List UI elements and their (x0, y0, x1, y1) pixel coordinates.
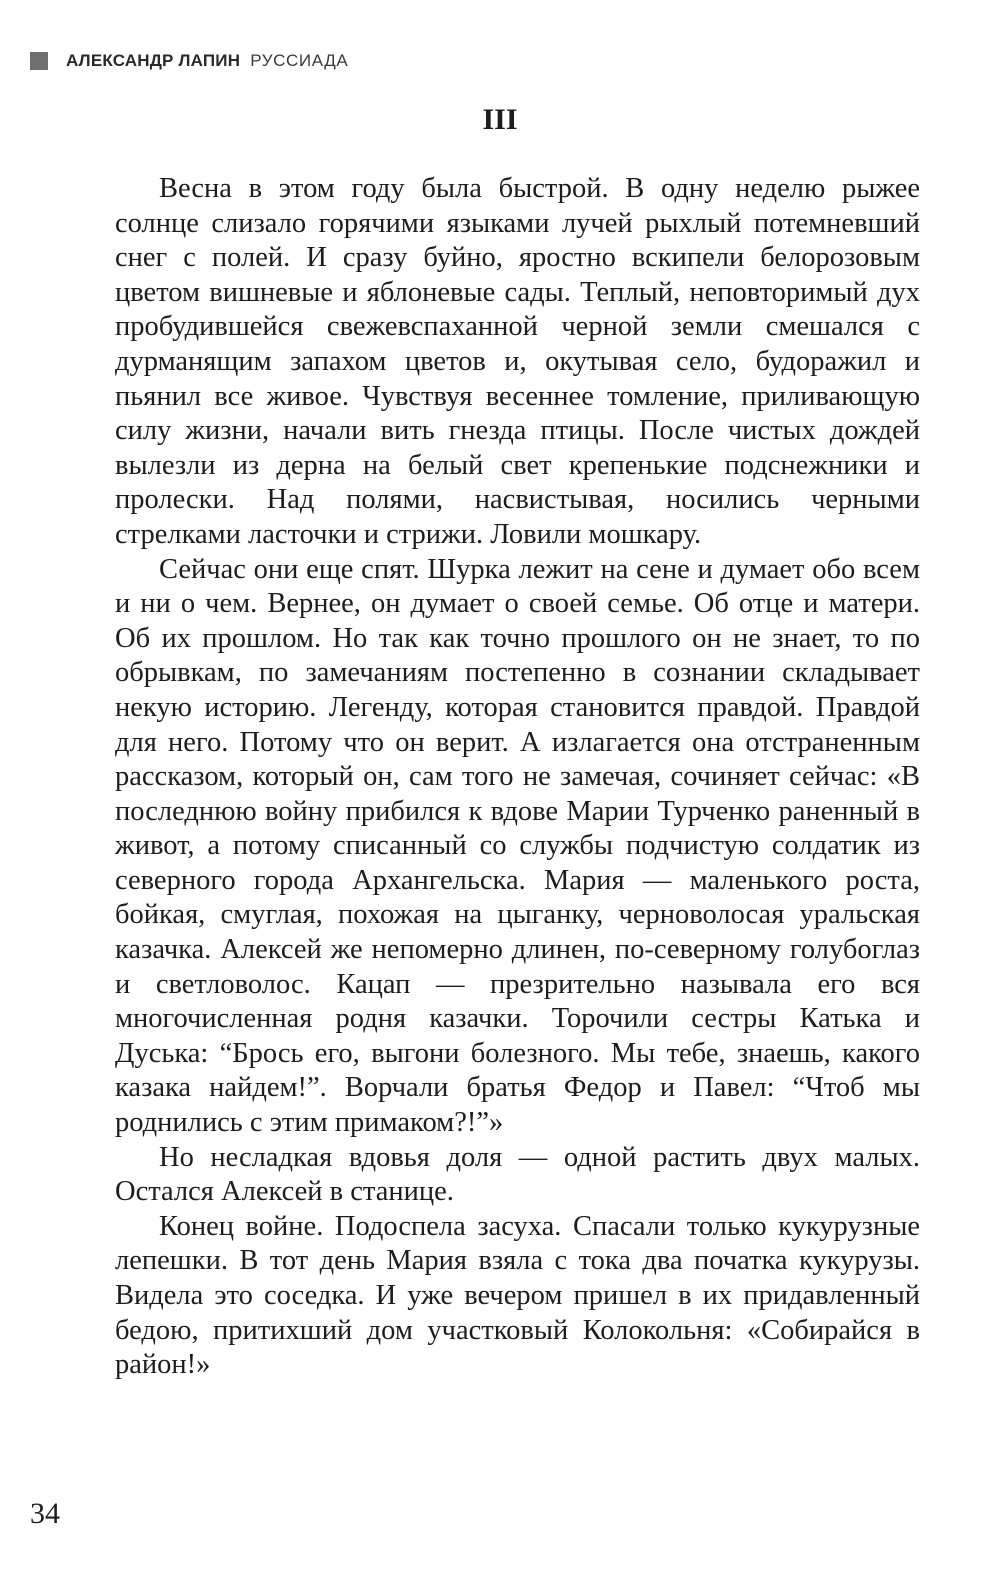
paragraph: Конец войне. Подоспела засуха. Спасали только кукурузные лепешки. В тот день Мария взяла с тока два початка кукурузы. Видела это соседка. И уже вечером пришел в их придавленный бедою, притихший дом участковый Колокольня: «Собирайся в район!» (115, 1210, 920, 1381)
running-head (30, 50, 348, 72)
book-title: РУССИАДА (250, 51, 349, 70)
chapter-heading: III (482, 103, 518, 136)
running-head-marker (30, 52, 48, 70)
paragraph: Сейчас они еще спят. Шурка лежит на сене и думает обо всем и ни о чем. Вернее, он думает о своей семье. Об отце и матери. Об их прошлом. Но так как точно прошлого он не знает, то по обрывкам, по замечаниям постепенно в сознании складывает некую историю. Легенду, которая становится правдой. Правдой для него. Потому что он верит. А излагается она отстраненным рассказом, который он, сам того не замечая, сочиняет сейчас: «В последнюю войну прибился к вдове Марии Турченко раненный в живот, а потому списанный со службы подчистую солдатик из северного города Архангельска. Мария — маленького роста, бойкая, смуглая, похожая на цыганку, черноволосая уральская казачка. Алексей же непомерно длинен, по-северному голубоглаз и светловолос. Кацап — презрительно называла его вся многочисленная родня казачки. Торочили сестры Катька и Дуська: “Брось его, выгони болезного. Мы тебе, знаешь, какого казака найдем!”. Ворчали братья Федор и Павел: “Чтоб мы роднились с этим примаком?!”» (115, 553, 920, 1139)
author-name: АЛЕКСАНДР ЛАПИН (66, 51, 241, 70)
page-number: 34 (30, 1497, 60, 1530)
paragraph: Весна в этом году была быстрой. В одну неделю рыжее солнце слизало горячими языками лучей рыхлый потемневший снег с полей. И сразу буйно, яростно вскипели белорозовым цветом вишневые и яблоневые сады. Теплый, неповторимый дух пробудившейся свежевспаханной черной земли смешался с дурманящим запахом цветов и, окутывая село, будоражил и пьянил все живое. Чувствуя весеннее томление, приливающую силу жизни, начали вить гнезда птицы. После чистых дождей вылезли из дерна на белый свет крепенькие подснежники и пролески. Над полями, насвистывая, носились черными стрелками ласточки и стрижи. Ловили мошкару. (115, 173, 920, 550)
body-text (115, 172, 920, 1383)
paragraph: Но несладкая вдовья доля — одной растить двух малых. Остался Алексей в станице. (115, 1141, 920, 1208)
